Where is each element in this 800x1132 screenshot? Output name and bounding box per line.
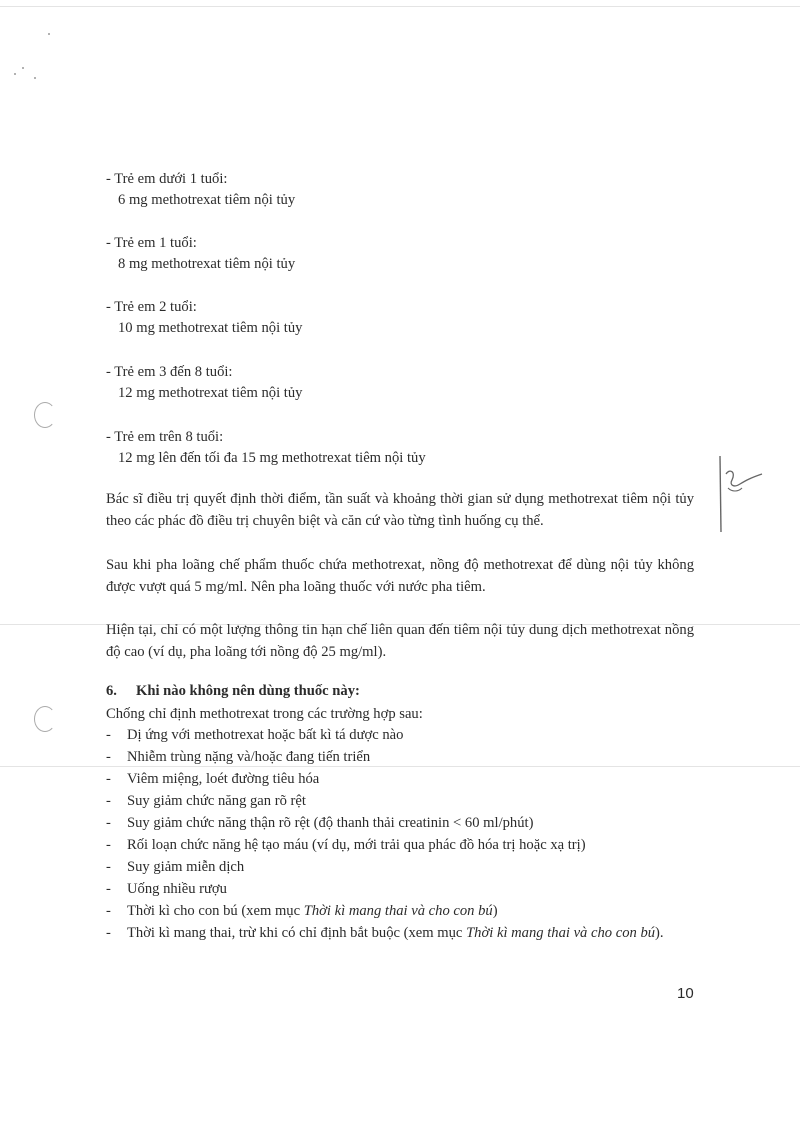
page-number: 10 (677, 985, 694, 1002)
list-item (106, 834, 696, 856)
paragraph-limited-info: Hiện tại, chỉ có một lượng thông tin hạn chế liên quan đến tiêm nội tủy dung dịch methotrexat nồng độ cao (ví dụ, pha loãng tới nồng độ 25 mg/ml). (106, 622, 694, 660)
punch-hole-mark (34, 402, 56, 428)
scan-speck (14, 73, 16, 75)
list-dash: - (106, 815, 111, 831)
list-item-text: ). (655, 925, 664, 941)
list-dash: - (106, 903, 111, 919)
contraindication-list (106, 724, 696, 944)
dose-2: 10 mg methotrexat tiêm nội tủy (118, 320, 303, 336)
list-item-text: ) (492, 903, 498, 919)
list-item (106, 724, 696, 746)
list-dash: - (106, 925, 111, 941)
list-dash: - (106, 749, 111, 765)
scan-speck (34, 77, 36, 79)
list-dash: - (106, 881, 111, 897)
list-dash: - (106, 793, 111, 809)
age-label-1: - Trẻ em 1 tuổi: (106, 235, 197, 251)
age-label-under-1: - Trẻ em dưới 1 tuổi: (106, 171, 228, 187)
list-item (106, 768, 696, 790)
list-dash: - (106, 837, 111, 853)
list-item (106, 790, 696, 812)
list-item-text: Dị ứng với methotrexat hoặc bất kì tá dược nào (127, 727, 404, 743)
scan-edge-line (0, 6, 800, 7)
age-label-2: - Trẻ em 2 tuổi: (106, 299, 197, 315)
paragraph-treatment-decision: Bác sĩ điều trị quyết định thời điểm, tần suất và khoảng thời gian sử dụng methotrexat tiêm nội tủy theo các phác đồ điều trị chuyên biệt và căn cứ vào từng tình huống cụ thể. (106, 491, 694, 529)
list-item-text: Suy giảm chức năng gan rõ rệt (127, 793, 306, 809)
list-item (106, 746, 696, 768)
section-6-title: Khi nào không nên dùng thuốc này: (136, 683, 360, 699)
age-label-over-8: - Trẻ em trên 8 tuổi: (106, 429, 224, 445)
dose-1: 8 mg methotrexat tiêm nội tủy (118, 256, 296, 272)
list-item (106, 812, 696, 834)
list-item-text: Thời kì mang thai, trừ khi có chỉ định bắt buộc (xem mục (127, 925, 467, 941)
list-dash: - (106, 727, 111, 743)
section-reference: Thời kì mang thai và cho con bú (466, 925, 656, 941)
list-item-text: Thời kì cho con bú (xem mục (127, 903, 304, 919)
list-item-text: Rối loạn chức năng hệ tạo máu (ví dụ, mới trải qua phác đồ hóa trị hoặc xạ trị) (127, 837, 586, 853)
scan-speck (22, 67, 24, 69)
contraindication-intro: Chống chỉ định methotrexat trong các trường hợp sau: (106, 706, 423, 722)
paragraph-dilution: Sau khi pha loãng chế phẩm thuốc chứa methotrexat, nồng độ methotrexat để dùng nội tủy không được vượt quá 5 mg/ml. Nên pha loãng thuốc với nước pha tiêm. (106, 557, 694, 595)
scan-speck (48, 33, 50, 35)
list-item (106, 900, 696, 922)
punch-hole-mark (34, 706, 56, 732)
list-item-text: Suy giảm miễn dịch (127, 859, 245, 875)
dose-3-to-8: 12 mg methotrexat tiêm nội tủy (118, 385, 303, 401)
list-item-text: Suy giảm chức năng thận rõ rệt (độ thanh thải creatinin < 60 ml/phút) (127, 815, 534, 831)
section-6-heading (106, 681, 360, 701)
age-label-3-to-8: - Trẻ em 3 đến 8 tuổi: (106, 364, 233, 380)
list-item (106, 878, 696, 900)
list-item-text: Viêm miệng, loét đường tiêu hóa (127, 771, 320, 787)
list-item (106, 922, 696, 944)
list-item-text: Uống nhiều rượu (127, 881, 227, 897)
dose-under-1: 6 mg methotrexat tiêm nội tủy (118, 192, 296, 208)
list-item (106, 856, 696, 878)
dose-over-8: 12 mg lên đến tối đa 15 mg methotrexat tiêm nội tủy (118, 450, 426, 466)
section-reference: Thời kì mang thai và cho con bú (303, 903, 493, 919)
signature-mark (712, 454, 766, 534)
list-dash: - (106, 859, 111, 875)
section-6-number: 6. (106, 683, 117, 699)
list-dash: - (106, 771, 111, 787)
list-item-text: Nhiễm trùng nặng và/hoặc đang tiến triển (127, 749, 371, 765)
